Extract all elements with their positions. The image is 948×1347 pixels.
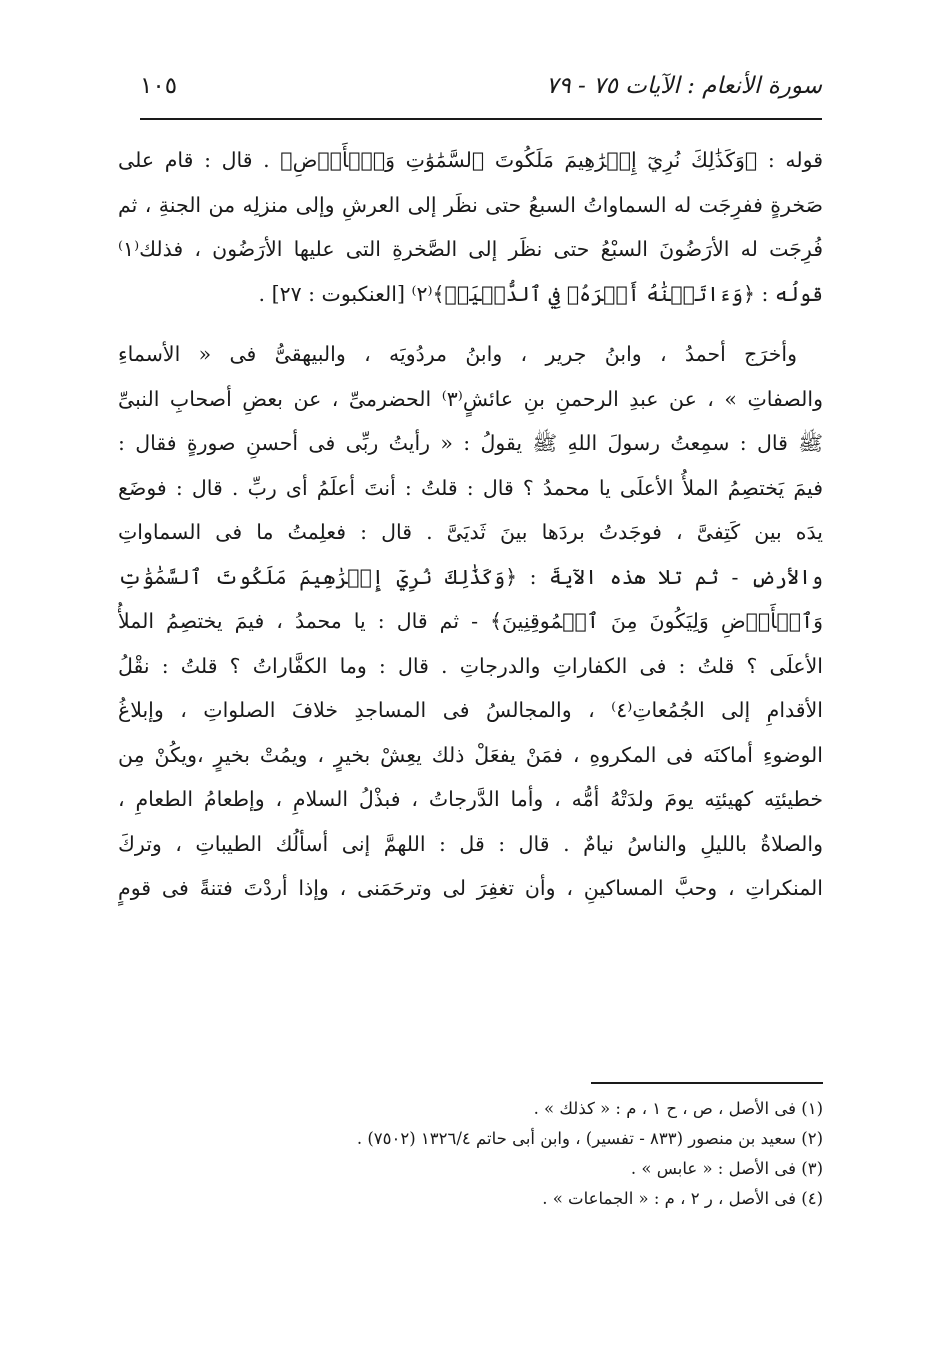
text-line: ﷺ قال : سمِعتُ رسولَ اللهِ ﷺ يقولُ : « رأيتُ ربِّى فى أحسنِ صورةٍ فقال : (118, 431, 823, 455)
header-rule (140, 118, 822, 120)
running-header (140, 66, 822, 106)
footnote-1: (١) فى الأصل ، ص ، ح ١ ، م : « كذلك » . (533, 1099, 823, 1118)
footnote-2: (٢) سعيد بن منصور (٨٣٣ - تفسير) ، وابن أبى حاتم ١٣٢٦/٤ (٧٥٠٢) . (356, 1129, 823, 1148)
text-line: المنكراتِ ، وحبَّ المساكينِ ، وأن تغفِرَ لى وترحَمَنى ، وإذا أردْتَ فتنةً فى قومٍ (118, 876, 823, 900)
text-line: فُرِجَت له الأرَضُونَ السبْعُ حتى نظَر إلى الصَّخرةِ التى عليها الأرَضُون ، فذلك⁽١⁾ (118, 237, 823, 261)
text-line: الأقدامِ إلى الجُمُعاتِ⁽٤⁾ ، والمجالسُ فى المساجدِ خلافَ الصلواتِ ، وإبلاغُ (118, 698, 823, 722)
footnote-rule (591, 1082, 823, 1084)
text-line: والأرضِ - ثم تلا هذه الآيةَ : ﴿وَكَذَٰلِكَ نُرِيٓ إِبۡرَٰهِيمَ مَلَكُوتَ ٱلسَّمَٰوَٰتِ (118, 564, 823, 589)
footnote-4: (٤) فى الأصل ، ر ٢ ، م : « الجماعات » . (542, 1189, 823, 1208)
paragraph-2 (118, 332, 823, 911)
footnotes (200, 1094, 823, 1214)
paragraph-1 (118, 138, 823, 316)
text-line: خطيئتِه كهيئتِه يومَ ولدَتْهُ أمُّه ، وأما الدَّرجاتُ ، فبذْلُ السلامِ ، وإطعامُ الطعامِ ، (118, 787, 823, 811)
text-line: والصلاةُ بالليلِ والناسُ نيامٌ . قال : قل : اللهمَّ إنى أسألُك الطيباتِ ، وتركَ (118, 831, 823, 856)
text-line: وأخرَج أحمدُ ، وابنُ جرير ، وابنُ مردُويَه ، والبيهقىُّ فى « الأسماءِ (118, 342, 797, 366)
main-text (118, 138, 823, 911)
footnote-3: (٣) فى الأصل : « عابس » . (630, 1159, 823, 1178)
text-line: قوله : ﴿وَكَذَٰلِكَ نُرِيٓ إِبۡرَٰهِيمَ مَلَكُوتَ ٱلسَّمَٰوَٰتِ وَٱلۡأَرۡضِ﴾ . قال : قام على (118, 148, 823, 172)
text-line: صَخرةٍ ففرِجَت له السماواتُ السبعُ حتى نظَر إلى العرشِ وإلى منزلِه من الجنةِ ، ثم (118, 192, 823, 217)
text-line: فيمَ يَختصِمُ الملأُ الأعلَى يا محمدُ ؟ قال : قلتُ : أنتَ أعلَمُ أى ربِّ . قال : فوضَع (118, 475, 823, 500)
text-line: وَٱلۡأَرۡضِ وَلِيَكُونَ مِنَ ٱلۡمُوقِنِينَ﴾ - ثم قال : يا محمدُ ، فيمَ يختصِمُ الملأُ (118, 609, 823, 633)
text-line: الوضوءِ أماكنَه فى المكروهِ ، فمَنْ يفعَلْ ذلك يعِشْ بخيرٍ ، ويمُتْ بخيرٍ ،ويكُنْ مِن (118, 742, 823, 767)
text-line: قولُه : ﴿وَءَاتَيۡنَٰهُ أَجۡرَهُۥ فِي ٱلدُّنۡيَاۖ﴾⁽٢⁾ [العنكبوت : ٢٧] . (258, 281, 823, 306)
text-line: والصفاتِ » ، عن عبدِ الرحمنِ بنِ عائشٍ⁽٣⁾ الحضرمىِّ ، عن بعضِ أصحابِ النبىِّ (118, 386, 823, 411)
running-title: سورة الأنعام : الآيات ٧٥ - ٧٩ (546, 73, 822, 99)
text-line: الأعلَى ؟ قلتُ : فى الكفاراتِ والدرجاتِ . قال : وما الكفَّاراتُ ؟ قلتُ : نقْلُ (118, 653, 823, 678)
text-line: يدَه بين كَتِفىَّ ، فوجَدتُ بردَها بينَ ثَديَىَّ . قال : فعلِمتُ ما فى السماواتِ (118, 520, 823, 544)
page-number: ١٠٥ (140, 73, 178, 99)
